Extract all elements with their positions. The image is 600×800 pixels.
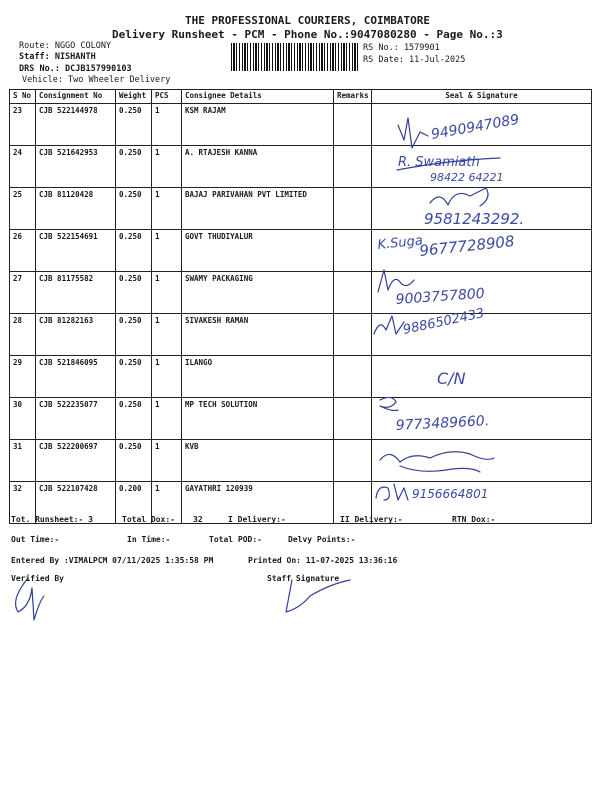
rs-date: RS Date: 11-Jul-2025 bbox=[363, 55, 466, 65]
ii-delivery: II Delivery:- bbox=[340, 515, 403, 524]
cell-sno: 29 bbox=[10, 356, 36, 398]
cell-consignment: CJB 522200697 bbox=[36, 440, 116, 482]
signature-scribble bbox=[374, 316, 404, 334]
col-weight: Weight bbox=[116, 90, 152, 104]
staff-signature-mark bbox=[286, 580, 350, 612]
col-signature: Seal & Signature bbox=[372, 90, 592, 104]
handwritten-phone: 9490947089 bbox=[429, 111, 521, 143]
cell-consignment: CJB 81175582 bbox=[36, 272, 116, 314]
cell-pcs: 1 bbox=[152, 482, 182, 524]
cell-consignee: GAYATHRI 120939 bbox=[182, 482, 334, 524]
col-consignee: Consignee Details bbox=[182, 90, 334, 104]
signature-scribble bbox=[380, 397, 398, 410]
cell-weight: 0.250 bbox=[116, 272, 152, 314]
cell-consignment: CJB 522154691 bbox=[36, 230, 116, 272]
cell-sno: 27 bbox=[10, 272, 36, 314]
handwritten-phone: 98422 64221 bbox=[430, 171, 504, 184]
col-consignment: Consignment No bbox=[36, 90, 116, 104]
cell-pcs: 1 bbox=[152, 188, 182, 230]
handwritten-name: K.Suga bbox=[376, 233, 424, 253]
cell-consignee: SIVAKESH RAMAN bbox=[182, 314, 334, 356]
runsheet-subtitle: Delivery Runsheet - PCM - Phone No.:9047080280 - Page No.:3 bbox=[112, 28, 503, 41]
cell-sno: 24 bbox=[10, 146, 36, 188]
i-delivery: I Delivery:- bbox=[228, 515, 286, 524]
total-pod: Total POD:- bbox=[209, 535, 262, 544]
staff-label: Staff: NISHANTH bbox=[19, 52, 96, 62]
verified-by: Verified By bbox=[11, 574, 64, 583]
cell-consignment: CJB 81120428 bbox=[36, 188, 116, 230]
handwritten-name: R. Swamiath bbox=[398, 155, 480, 170]
cell-consignee: KVB bbox=[182, 440, 334, 482]
entered-by: Entered By :VIMALPCM 07/11/2025 1:35:58 PM bbox=[11, 556, 214, 565]
cell-pcs: 1 bbox=[152, 104, 182, 146]
cell-consignment: CJB 521642953 bbox=[36, 146, 116, 188]
cell-consignee: SWAMY PACKAGING bbox=[182, 272, 334, 314]
cell-sno: 28 bbox=[10, 314, 36, 356]
cell-sno: 32 bbox=[10, 482, 36, 524]
cell-pcs: 1 bbox=[152, 440, 182, 482]
cell-consignment: CJB 522144978 bbox=[36, 104, 116, 146]
cell-pcs: 1 bbox=[152, 146, 182, 188]
cell-pcs: 1 bbox=[152, 272, 182, 314]
handwritten-phone: 9677728908 bbox=[418, 232, 516, 260]
drs-number: DRS No.: DCJB157990103 bbox=[19, 64, 132, 74]
cell-weight: 0.250 bbox=[116, 146, 152, 188]
handwritten-phone: 9773489660. bbox=[395, 413, 490, 434]
handwritten-mark: C/N bbox=[437, 369, 466, 388]
delvy-points: Delvy Points:- bbox=[288, 535, 356, 544]
cell-pcs: 1 bbox=[152, 356, 182, 398]
cell-weight: 0.200 bbox=[116, 482, 152, 524]
total-dox-label: Total Dox:- bbox=[122, 515, 175, 524]
signature-scribble bbox=[378, 270, 414, 292]
cell-consignee: A. RTAJESH KANNA bbox=[182, 146, 334, 188]
company-title: THE PROFESSIONAL COURIERS, COIMBATORE bbox=[185, 14, 431, 27]
cell-weight: 0.250 bbox=[116, 314, 152, 356]
handwritten-phone: 9886502433 bbox=[401, 306, 486, 338]
printed-on: Printed On: 11-07-2025 13:36:16 bbox=[248, 556, 398, 565]
signature-scribble bbox=[376, 484, 408, 500]
cell-sno: 31 bbox=[10, 440, 36, 482]
cell-consignee: MP TECH SOLUTION bbox=[182, 398, 334, 440]
cell-consignment: CJB 522235077 bbox=[36, 398, 116, 440]
cell-pcs: 1 bbox=[152, 230, 182, 272]
cell-sno: 30 bbox=[10, 398, 36, 440]
col-remarks: Remarks bbox=[334, 90, 372, 104]
cell-consignment: CJB 81282163 bbox=[36, 314, 116, 356]
col-sno: S No bbox=[10, 90, 36, 104]
cell-consignment: CJB 522107428 bbox=[36, 482, 116, 524]
verified-signature bbox=[16, 578, 44, 620]
handwritten-phone: 9156664801 bbox=[412, 487, 489, 501]
in-time: In Time:- bbox=[127, 535, 171, 544]
cell-consignee: BAJAJ PARIVAHAN PVT LIMITED bbox=[182, 188, 334, 230]
cell-weight: 0.250 bbox=[116, 188, 152, 230]
cell-pcs: 1 bbox=[152, 314, 182, 356]
total-dox-value: 32 bbox=[193, 515, 203, 524]
col-pcs: PCS bbox=[152, 90, 182, 104]
staff-signature-label: Staff Signature bbox=[267, 574, 340, 583]
tot-runsheet: Tot. Runsheet:- 3 bbox=[11, 515, 93, 524]
cell-pcs: 1 bbox=[152, 398, 182, 440]
route-label: Route: NGGO COLONY bbox=[19, 41, 112, 51]
out-time: Out Time:- bbox=[11, 535, 60, 544]
cell-sno: 25 bbox=[10, 188, 36, 230]
cell-sno: 26 bbox=[10, 230, 36, 272]
rtn-dox: RTN Dox:- bbox=[452, 515, 496, 524]
cell-consignee: KSM RAJAM bbox=[182, 104, 334, 146]
signature-scribble bbox=[380, 452, 494, 462]
cell-weight: 0.250 bbox=[116, 104, 152, 146]
cell-weight: 0.250 bbox=[116, 356, 152, 398]
cell-weight: 0.250 bbox=[116, 230, 152, 272]
handwritten-phone: 9003757800 bbox=[395, 285, 486, 308]
signature-scribble bbox=[430, 188, 488, 206]
cell-weight: 0.250 bbox=[116, 440, 152, 482]
cell-weight: 0.250 bbox=[116, 398, 152, 440]
cell-consignee: GOVT THUDIYALUR bbox=[182, 230, 334, 272]
signature-scribble bbox=[398, 118, 428, 148]
vehicle-label: Vehicle: Two Wheeler Delivery bbox=[22, 75, 171, 85]
signature-scribble bbox=[400, 466, 480, 472]
cell-consignee: ILANGO bbox=[182, 356, 334, 398]
cell-consignment: CJB 521846095 bbox=[36, 356, 116, 398]
cell-sno: 23 bbox=[10, 104, 36, 146]
rs-number: RS No.: 1579901 bbox=[363, 43, 440, 53]
handwritten-phone: 9581243292. bbox=[424, 210, 525, 228]
